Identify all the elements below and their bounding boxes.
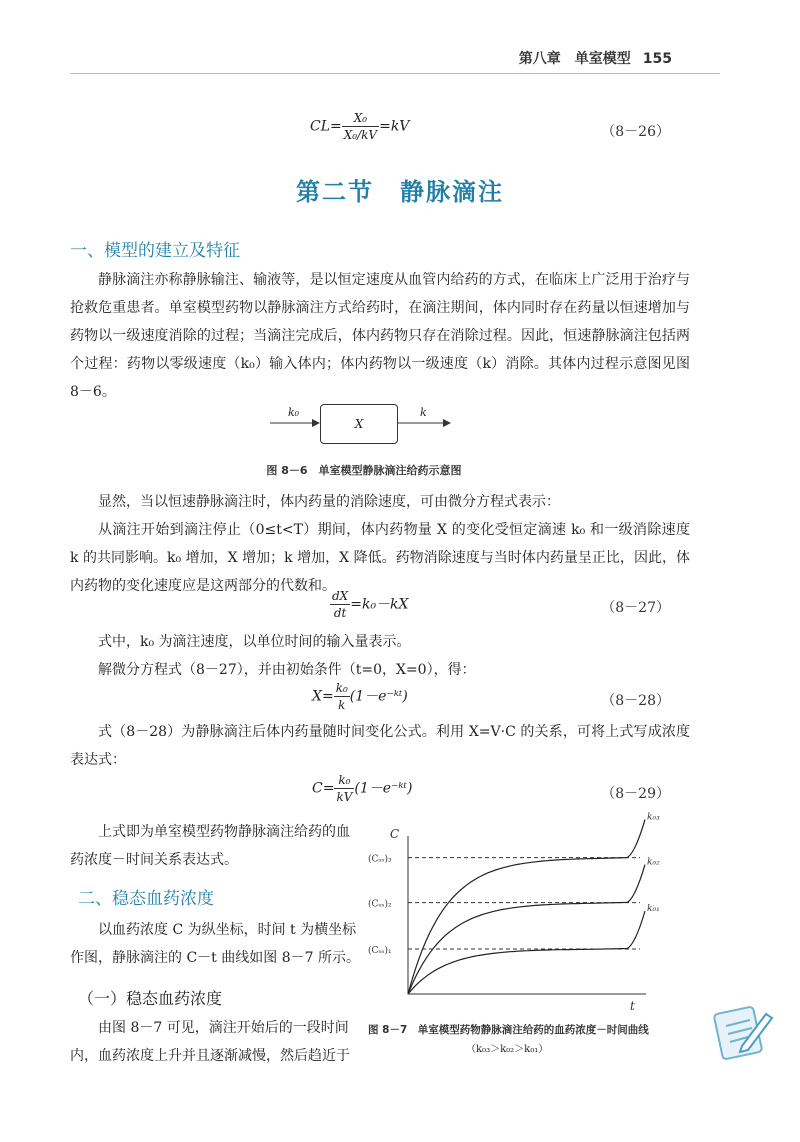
paragraph-text: 式（8－28）为静脉滴注后体内药量随时间变化公式。利用 X=V·C 的关系，可将上式写成浓度表达式： — [70, 724, 690, 768]
subsubsection-title: （一）稳态血药浓度 — [78, 989, 223, 1008]
plateau-label: (Cₛₛ)₃ — [368, 854, 392, 865]
eq-rhs: (1－e⁻ᵏᵗ) — [349, 688, 408, 705]
eq-rhs: (1－e⁻ᵏᵗ) — [354, 780, 413, 797]
eq-numerator: k₀ — [334, 772, 354, 789]
paragraph-text: 上式即为单室模型药物静脉滴注给药的血药浓度－时间关系表达式。 — [70, 824, 350, 868]
eq-numerator: X₀ — [342, 110, 379, 127]
eq-numerator: dX — [332, 589, 349, 603]
eq-rhs: =kV — [379, 118, 410, 135]
paragraph-text: 从滴注开始到滴注停止（0≤t<T）期间，体内药物量 X 的变化受恒定滴速 k₀ 和一级消除速度 k 的共同影响。k₀ 增加，X 增加；k 增加，X 降低。药物消除速度与当时体内药量呈正比，因此，体内药物的变化速度应是这两部分的代数和。 — [70, 522, 690, 594]
eq-fraction — [334, 772, 354, 805]
series-label: k₀₂ — [647, 857, 660, 868]
eq-lhs: CL= — [310, 118, 342, 135]
subsection-title: 一、模型的建立及特征 — [70, 241, 240, 261]
equation-8-28 — [312, 680, 408, 713]
series-label: k₀₃ — [647, 812, 660, 823]
eq-denominator: k — [338, 698, 346, 712]
equation-8-29 — [312, 772, 412, 805]
paragraph — [70, 1014, 360, 1070]
paragraph — [70, 818, 360, 874]
eq-fraction — [342, 110, 379, 143]
page-number: 155 — [642, 51, 672, 67]
paragraph-text: 式中，k₀ 为滴注速度，以单位时间的输入量表示。 — [98, 634, 411, 650]
series-line — [408, 911, 645, 994]
eq-lhs: C= — [312, 780, 335, 797]
plateau-label: (Cₛₛ)₁ — [368, 946, 392, 956]
paragraph-text: 以血药浓度 C 为纵坐标，时间 t 为横坐标作图，静脉滴注的 C－t 曲线如图 8－7 所示。 — [70, 922, 360, 966]
paragraph — [70, 718, 690, 774]
equation-8-26 — [310, 110, 409, 143]
chapter-title: 第八章 单室模型 — [518, 51, 631, 67]
figure-8-6-diagram — [270, 404, 470, 446]
eq-fraction — [334, 680, 350, 713]
paragraph-text: 解微分方程式（8－27），并由初始条件（t=0，X=0），得： — [98, 662, 476, 678]
equation-8-27 — [330, 588, 409, 621]
y-axis-label: C — [390, 827, 400, 841]
eq-denominator: X₀/kV — [343, 128, 378, 142]
eq-denominator: kV — [336, 790, 353, 804]
paragraph — [70, 266, 690, 406]
compartment-box: X — [320, 404, 398, 444]
figure-8-7-chart — [360, 812, 680, 1022]
paragraph-text: 静脉滴注亦称静脉输注、输液等，是以恒定速度从血管内给药的方式，在临床上广泛用于治疗与抢救危重患者。单室模型药物以静脉滴注方式给药时，在滴注期间，体内同时存在药量以恒速增加与药物以一级速度消除的过程；当滴注完成后，体内药物只存在消除过程。因此，恒速静脉滴注包括两个过程：药物以零级速度（k₀）输入体内；体内药物以一级速度（k）消除。其体内过程示意图见图 8－6。 — [70, 272, 690, 400]
eq-numerator: k₀ — [335, 681, 348, 695]
paragraph — [70, 628, 690, 684]
equation-number: （8－29） — [601, 786, 670, 802]
figure-caption: 图 8－6 单室模型静脉滴注给药示意图 — [266, 464, 462, 477]
paragraph-text: 显然，当以恒速静脉滴注时，体内药量的消除速度，可由微分方程式表示： — [98, 494, 560, 510]
chart-caption: 图 8－7 单室模型药物静脉滴注给药的血药浓度－时间曲线 — [368, 1024, 649, 1036]
plateau-label: (Cₛₛ)₂ — [368, 899, 392, 910]
chart-subtitle: （k₀₃＞k₀₂＞k₀₁） — [466, 1044, 549, 1055]
x-axis-label: t — [630, 999, 635, 1013]
subsection-title: 二、稳态血药浓度 — [78, 889, 214, 909]
paragraph-text: 由图 8－7 可见，滴注开始后的一段时间内，血药浓度上升并且逐渐减慢，然后趋近于 — [70, 1020, 350, 1064]
eq-lhs: X= — [312, 688, 334, 705]
paragraph — [70, 488, 690, 600]
equation-number: （8－27） — [601, 600, 670, 616]
section-title: 第二节 静脉滴注 — [296, 178, 504, 206]
eq-fraction — [330, 588, 350, 621]
page-header — [519, 48, 672, 68]
eq-rhs: =k₀－kX — [350, 596, 409, 613]
paragraph — [70, 916, 360, 972]
equation-number: （8－26） — [601, 124, 670, 140]
input-label: k₀ — [288, 406, 300, 419]
eq-denominator: dt — [333, 606, 347, 620]
series-line — [408, 865, 645, 994]
output-label: k — [420, 406, 427, 419]
series-label: k₀₁ — [647, 904, 660, 914]
equation-number: （8－28） — [601, 693, 670, 709]
chart-axes — [408, 836, 646, 994]
header-rule — [70, 73, 720, 74]
note-pencil-icon — [712, 1000, 774, 1062]
